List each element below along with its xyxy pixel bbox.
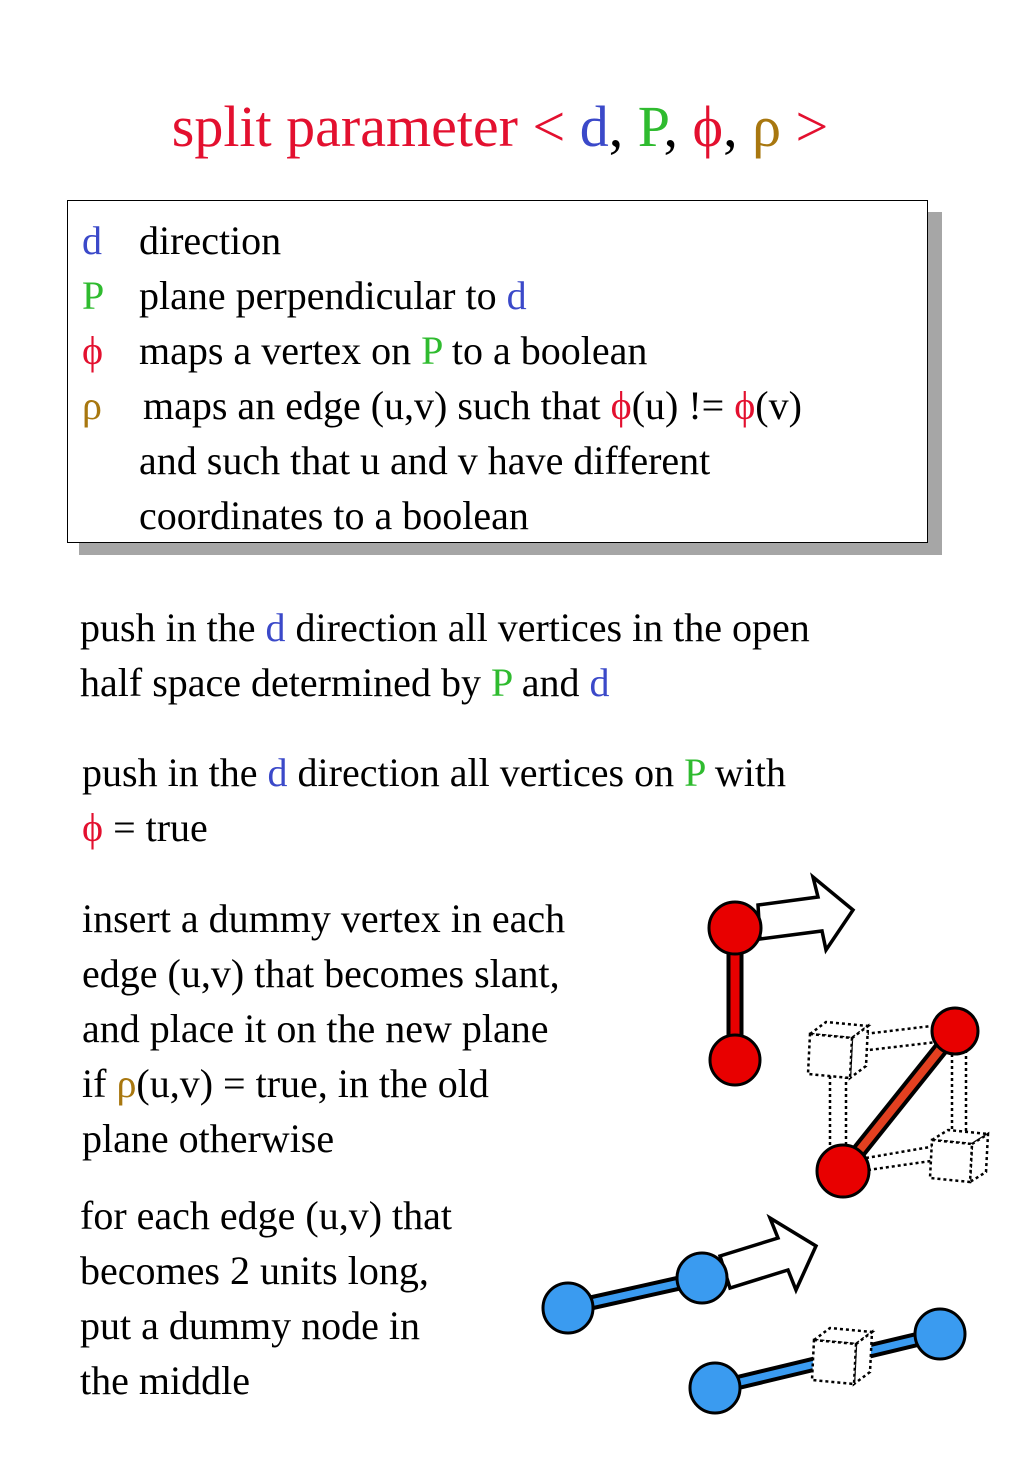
blue-long-edge-illustration <box>690 1309 965 1413</box>
dummy-cube-icon <box>812 1328 872 1384</box>
step3-line1: insert a dummy vertex in each <box>82 896 566 941</box>
step4-line1: for each edge (u,v) that <box>80 1193 453 1238</box>
step3-line4: if ρ(u,v) = true, in the old <box>82 1061 489 1106</box>
red-node-lower <box>817 1145 869 1197</box>
dummy-cube-icon <box>930 1130 988 1182</box>
blue-edge-push-illustration <box>543 1218 816 1333</box>
step4-line4: the middle <box>80 1358 250 1403</box>
definition-rho-line3: coordinates to a boolean <box>139 493 529 538</box>
red-node-top <box>709 902 761 954</box>
definition-box: d direction P plane perpendicular to d ϕ maps a vertex on P to a boolean ρ maps an edge (u,v) such that ϕ(u) != ϕ(v) and such that u and v have different coordinates to a boolean <box>67 200 928 543</box>
blue-node-left <box>690 1363 740 1413</box>
slant-edge-illustration <box>808 1008 988 1197</box>
dummy-cube-icon <box>808 1022 868 1078</box>
step1-line1: push in the d direction all vertices in the open <box>80 605 810 650</box>
step4-line2: becomes 2 units long, <box>80 1248 429 1293</box>
step2-line1: push in the d direction all vertices on P with <box>82 750 786 795</box>
step3-line5: plane otherwise <box>82 1116 335 1161</box>
blue-node-right <box>915 1309 965 1359</box>
step3-line2: edge (u,v) that becomes slant, <box>82 951 560 996</box>
step2-line2: ϕ = true <box>82 805 208 850</box>
definition-rho-line2: and such that u and v have different <box>139 438 711 483</box>
blue-node-right <box>677 1253 727 1303</box>
step1-line2: half space determined by P and d <box>80 660 610 705</box>
push-arrow-icon <box>758 877 853 950</box>
blue-node-left <box>543 1283 593 1333</box>
red-node-bottom <box>710 1035 760 1085</box>
push-arrow-icon <box>720 1218 816 1290</box>
step4-line3: put a dummy node in <box>80 1303 420 1348</box>
red-node-upper <box>932 1008 978 1054</box>
page-title: split parameter < d, P, ϕ, ρ > <box>171 94 829 159</box>
step3-line3: and place it on the new plane <box>82 1006 549 1051</box>
